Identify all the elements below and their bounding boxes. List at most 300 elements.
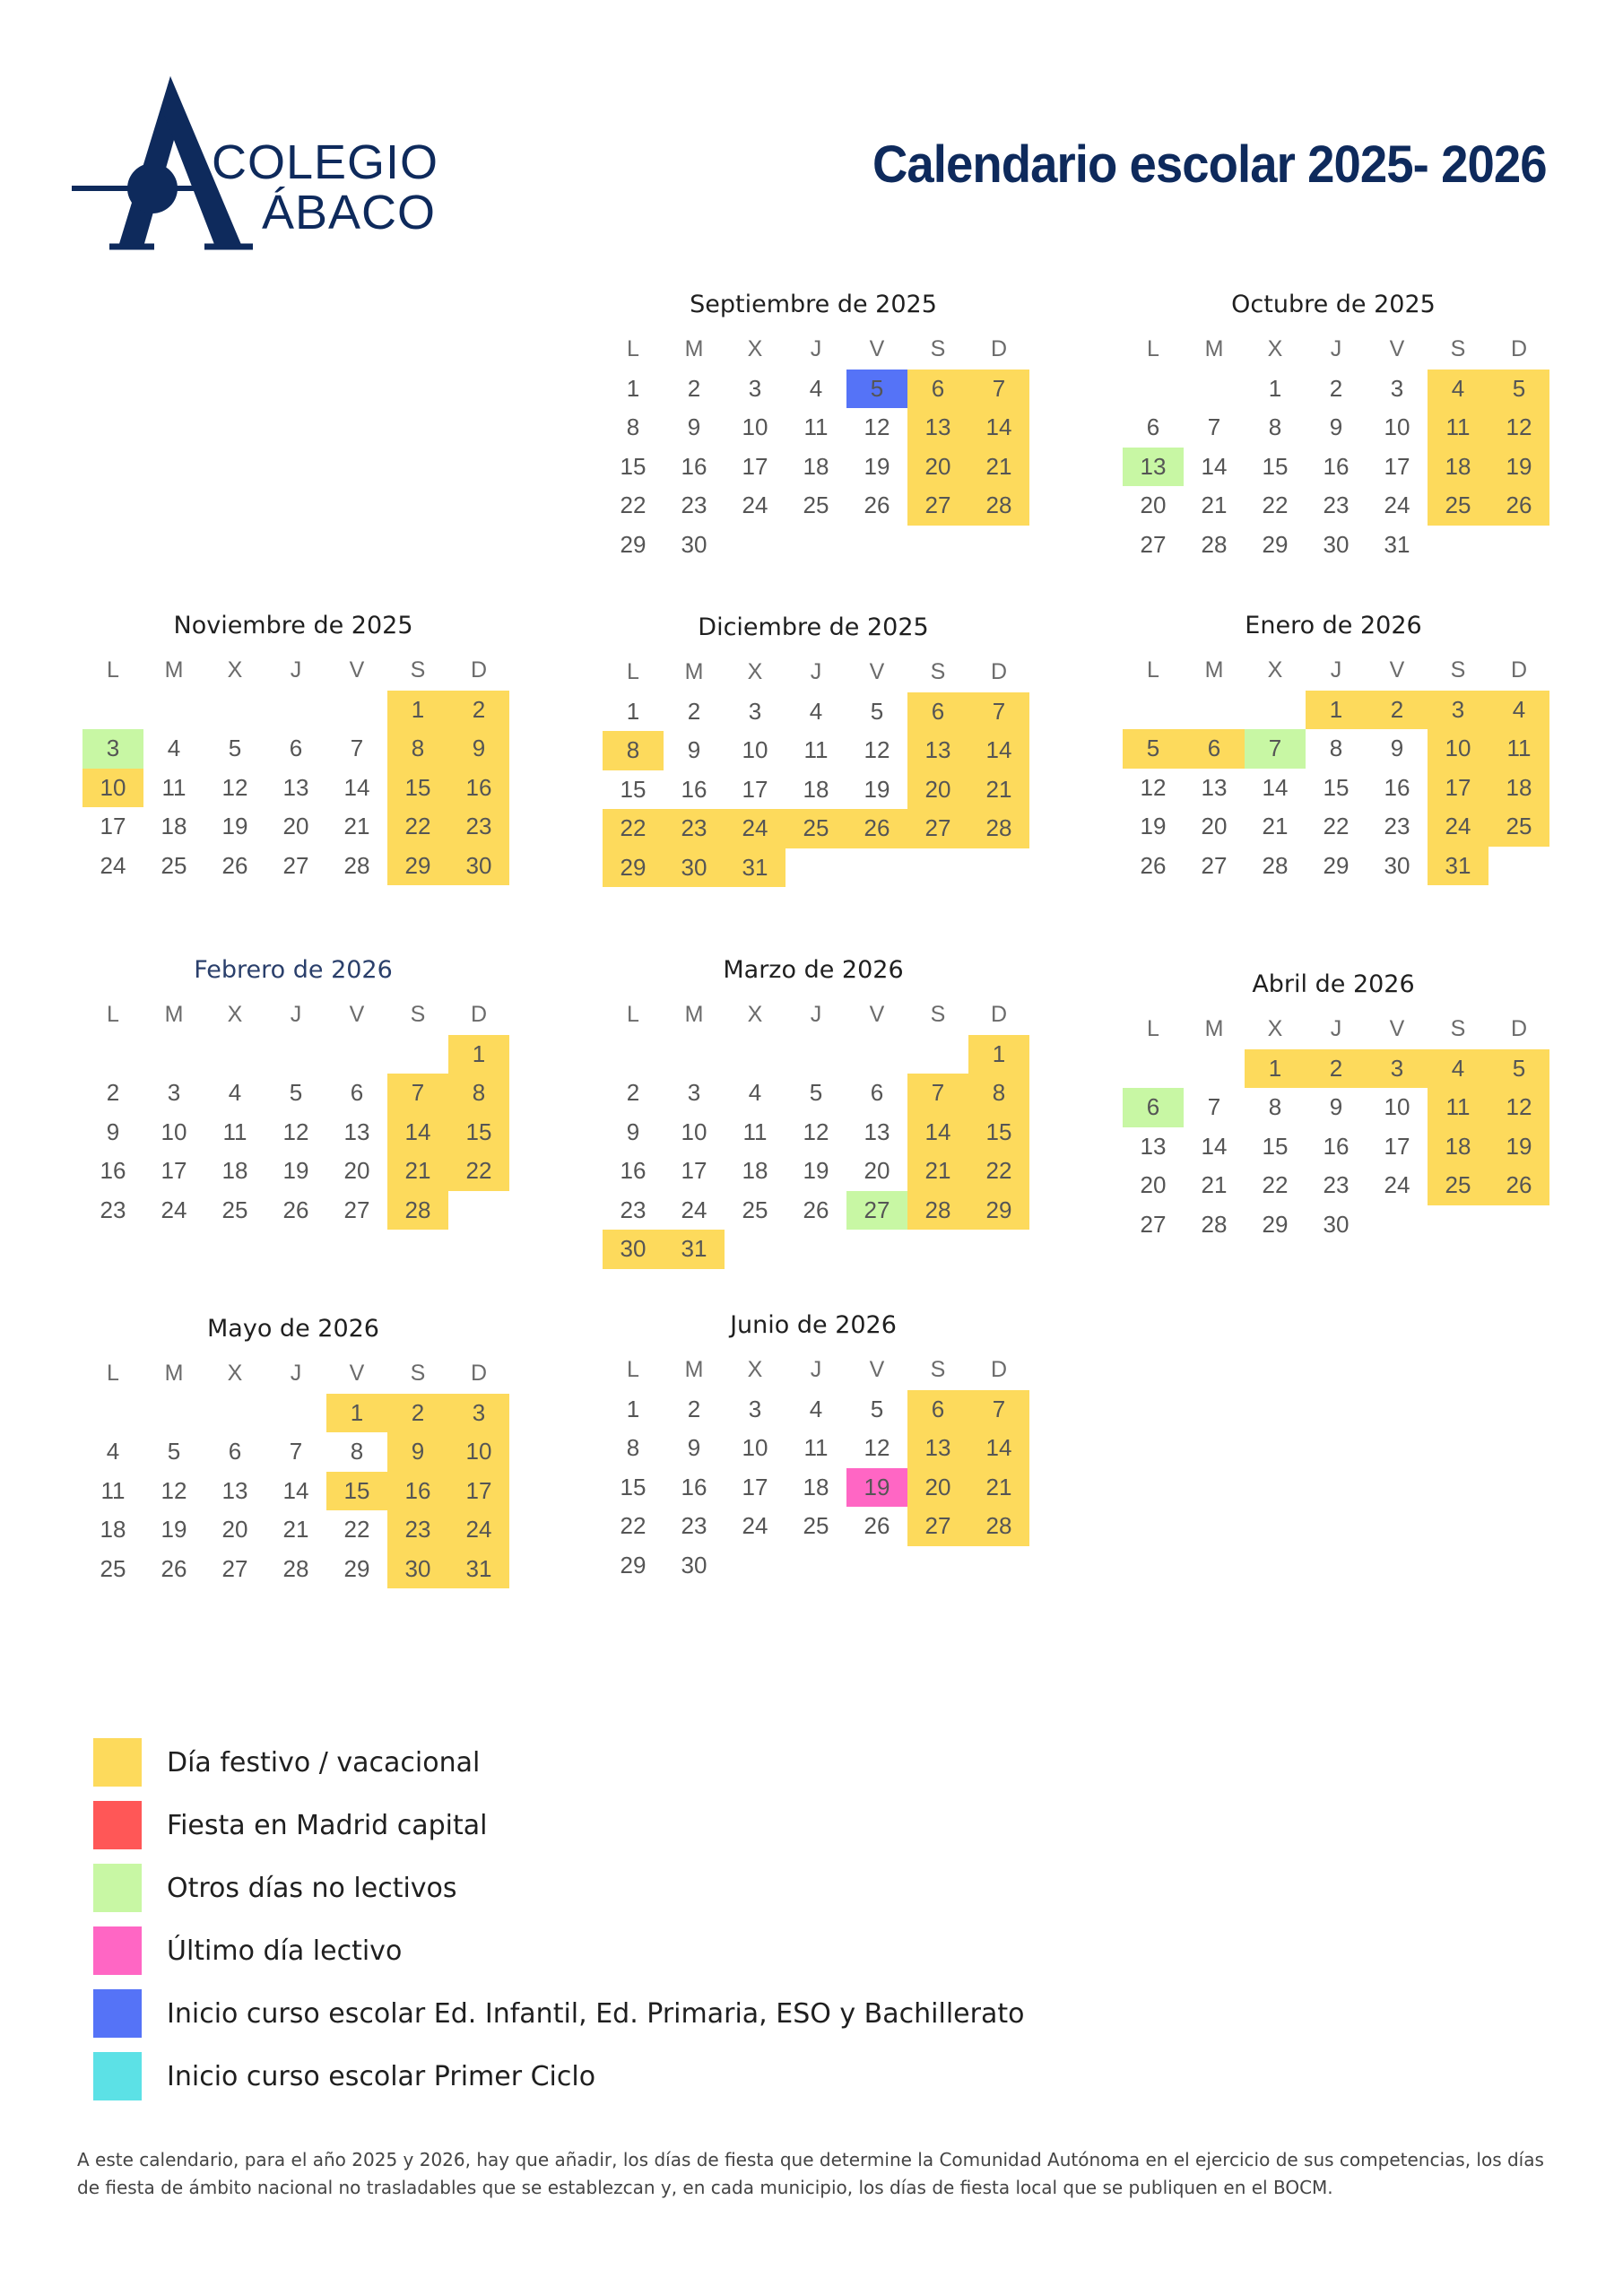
weekday-header: X xyxy=(747,659,763,685)
legend-item xyxy=(93,1857,1024,1919)
empty-cell xyxy=(265,1394,326,1433)
day-cell: 10 xyxy=(742,736,768,764)
month-calendar xyxy=(1123,608,1544,885)
month-calendar xyxy=(1123,967,1544,1244)
weekday-header: V xyxy=(869,659,885,685)
day-cell: 24 xyxy=(161,1196,187,1223)
day-cell: 9 xyxy=(626,1118,640,1145)
day-cell: 22 xyxy=(1262,491,1289,519)
day-cell: 7 xyxy=(289,1438,303,1465)
weekday-header: J xyxy=(810,1357,822,1383)
day-cell: 26 xyxy=(864,491,890,519)
empty-cell xyxy=(265,691,326,730)
day-cell: 12 xyxy=(864,413,890,441)
day-cell: 4 xyxy=(167,735,181,762)
footnote: A este calendario, para el año 2025 y 2026, hay que añadir, los días de fiesta que determine la Comunidad Autónoma en el ejercicio de sus competencias, los días de fiesta de ámbito nacional no trasladables que se establezcan y, en cada municipio, los días de fiesta local que se publiquen en el BOCM. xyxy=(77,2149,1544,2198)
day-cell: 10 xyxy=(681,1118,707,1145)
day-cell: 16 xyxy=(1323,1132,1350,1160)
day-cell: 1 xyxy=(387,691,448,730)
day-cell: 30 xyxy=(664,848,725,888)
day-cell: 10 xyxy=(742,413,768,441)
day-cell: 24 xyxy=(1428,807,1488,847)
day-cell: 10 xyxy=(448,1432,509,1472)
day-cell: 25 xyxy=(221,1196,248,1223)
month-title: Diciembre de 2025 xyxy=(698,613,929,641)
day-cell: 30 xyxy=(1323,1210,1350,1238)
day-cell: 19 xyxy=(221,813,248,840)
day-cell: 9 xyxy=(687,736,701,764)
day-cell: 9 xyxy=(1329,413,1343,441)
day-cell: 3 xyxy=(1367,1049,1428,1089)
logo-text-abaco: ÁBACO xyxy=(262,186,437,239)
day-cell: 3 xyxy=(167,1079,181,1107)
day-cell: 5 xyxy=(228,735,242,762)
day-cell: 30 xyxy=(681,530,707,558)
day-cell: 8 xyxy=(350,1438,364,1465)
day-cell: 16 xyxy=(681,1473,707,1500)
day-cell: 2 xyxy=(687,1395,701,1422)
weekday-header: S xyxy=(410,1002,426,1028)
day-cell: 9 xyxy=(106,1118,120,1145)
empty-cell xyxy=(1184,1049,1245,1089)
day-cell: 3 xyxy=(687,1079,701,1107)
day-cell: 6 xyxy=(1123,1088,1184,1127)
day-cell: 24 xyxy=(681,1196,707,1223)
empty-cell xyxy=(725,1035,785,1074)
weekday-header: X xyxy=(227,1361,243,1387)
day-cell: 19 xyxy=(161,1516,187,1544)
day-cell: 13 xyxy=(1123,448,1184,487)
day-cell: 25 xyxy=(1428,486,1488,526)
day-cell: 17 xyxy=(1384,452,1410,480)
day-cell: 11 xyxy=(803,413,829,441)
legend-item xyxy=(93,1731,1024,1794)
weekday-header: J xyxy=(810,659,822,685)
day-cell: 17 xyxy=(1384,1132,1410,1160)
weekday-header: J xyxy=(290,1361,302,1387)
day-cell: 26 xyxy=(1488,486,1549,526)
day-cell: 28 xyxy=(968,809,1029,848)
legend-label: Último día lectivo xyxy=(167,1935,403,1967)
weekday-header: X xyxy=(1267,1016,1283,1042)
month-title: Junio de 2026 xyxy=(730,1311,897,1339)
day-cell: 2 xyxy=(687,374,701,402)
day-cell: 6 xyxy=(907,1390,968,1430)
day-cell: 18 xyxy=(803,775,829,803)
legend-label: Fiesta en Madrid capital xyxy=(167,1809,488,1841)
day-cell: 29 xyxy=(968,1191,1029,1231)
day-cell: 13 xyxy=(1201,773,1228,801)
empty-cell xyxy=(82,1035,143,1074)
day-cell: 8 xyxy=(1329,735,1343,762)
month-calendar xyxy=(82,1311,504,1588)
day-cell: 16 xyxy=(387,1472,448,1511)
day-cell: 18 xyxy=(742,1157,768,1185)
month-grid xyxy=(603,653,1029,887)
day-cell: 16 xyxy=(681,775,707,803)
weekday-header: V xyxy=(1389,657,1405,683)
weekday-header: X xyxy=(747,1357,763,1383)
empty-cell xyxy=(143,1394,204,1433)
day-cell: 12 xyxy=(1488,1088,1549,1127)
empty-cell xyxy=(82,1394,143,1433)
day-cell: 24 xyxy=(1384,1171,1410,1199)
weekday-header: J xyxy=(1330,1016,1342,1042)
month-title: Abril de 2026 xyxy=(1252,970,1415,998)
day-cell: 14 xyxy=(387,1113,448,1152)
day-cell: 7 xyxy=(968,370,1029,409)
day-cell: 12 xyxy=(803,1118,829,1145)
empty-cell xyxy=(603,1035,664,1074)
day-cell: 10 xyxy=(1384,413,1410,441)
day-cell: 11 xyxy=(1428,1088,1488,1127)
month-title: Mayo de 2026 xyxy=(207,1315,379,1343)
day-cell: 30 xyxy=(1384,851,1410,879)
day-cell: 5 xyxy=(167,1438,181,1465)
day-cell: 16 xyxy=(100,1157,126,1185)
day-cell: 18 xyxy=(803,1473,829,1500)
day-cell: 28 xyxy=(907,1191,968,1231)
day-cell: 13 xyxy=(343,1118,370,1145)
weekday-header: M xyxy=(684,336,704,362)
day-cell: 29 xyxy=(1323,851,1350,879)
legend-swatch xyxy=(93,1989,142,2038)
month-calendar xyxy=(603,952,1024,1269)
day-cell: 2 xyxy=(1329,374,1343,402)
day-cell: 9 xyxy=(687,413,701,441)
day-cell: 15 xyxy=(1262,452,1289,480)
weekday-header: L xyxy=(627,659,639,685)
day-cell: 14 xyxy=(968,408,1029,448)
month-calendar xyxy=(1123,287,1544,564)
day-cell: 14 xyxy=(343,773,370,801)
day-cell: 26 xyxy=(161,1554,187,1582)
day-cell: 7 xyxy=(1207,413,1221,441)
empty-cell xyxy=(785,1035,846,1074)
day-cell: 23 xyxy=(664,809,725,848)
day-cell: 31 xyxy=(448,1550,509,1589)
day-cell: 10 xyxy=(161,1118,187,1145)
month-calendar xyxy=(82,608,504,885)
day-cell: 26 xyxy=(803,1196,829,1223)
day-cell: 29 xyxy=(620,530,647,558)
weekday-header: L xyxy=(107,1361,119,1387)
weekday-header: V xyxy=(1389,1016,1405,1042)
month-grid xyxy=(1123,1010,1549,1244)
weekday-header: S xyxy=(930,1002,946,1028)
day-cell: 7 xyxy=(1245,729,1306,769)
weekday-header: S xyxy=(410,1361,426,1387)
day-cell: 10 xyxy=(1384,1093,1410,1121)
day-cell: 5 xyxy=(809,1079,823,1107)
day-cell: 20 xyxy=(343,1157,370,1185)
day-cell: 4 xyxy=(1428,370,1488,409)
day-cell: 18 xyxy=(803,452,829,480)
day-cell: 21 xyxy=(282,1516,309,1544)
weekday-header: V xyxy=(1389,336,1405,362)
day-cell: 14 xyxy=(907,1113,968,1152)
day-cell: 10 xyxy=(742,1434,768,1462)
day-cell: 6 xyxy=(1184,729,1245,769)
day-cell: 8 xyxy=(626,1434,640,1462)
day-cell: 16 xyxy=(1323,452,1350,480)
weekday-header: X xyxy=(747,336,763,362)
weekday-header: D xyxy=(1510,657,1528,683)
day-cell: 1 xyxy=(968,1035,1029,1074)
day-cell: 11 xyxy=(100,1476,126,1504)
day-cell: 27 xyxy=(343,1196,370,1223)
day-cell: 6 xyxy=(228,1438,242,1465)
day-cell: 14 xyxy=(968,1429,1029,1468)
day-cell: 27 xyxy=(1201,851,1228,879)
day-cell: 17 xyxy=(742,1473,768,1500)
day-cell: 11 xyxy=(803,1434,829,1462)
month-grid xyxy=(603,330,1029,564)
weekday-header: L xyxy=(627,336,639,362)
day-cell: 27 xyxy=(282,851,309,879)
weekday-header: S xyxy=(1450,657,1466,683)
day-cell: 30 xyxy=(603,1230,664,1269)
weekday-header: X xyxy=(227,1002,243,1028)
day-cell: 14 xyxy=(1201,452,1228,480)
day-cell: 23 xyxy=(681,1512,707,1540)
day-cell: 19 xyxy=(1488,1127,1549,1167)
empty-cell xyxy=(846,1035,907,1074)
day-cell: 25 xyxy=(1428,1166,1488,1205)
day-cell: 5 xyxy=(1123,729,1184,769)
day-cell: 1 xyxy=(626,374,640,402)
weekday-header: V xyxy=(869,1002,885,1028)
day-cell: 20 xyxy=(1201,813,1228,840)
day-cell: 11 xyxy=(222,1118,247,1145)
month-title: Noviembre de 2025 xyxy=(173,612,413,639)
weekday-header: M xyxy=(684,1002,704,1028)
day-cell: 21 xyxy=(1262,813,1289,840)
day-cell: 28 xyxy=(387,1191,448,1231)
day-cell: 21 xyxy=(1201,1171,1228,1199)
day-cell: 19 xyxy=(803,1157,829,1185)
weekday-header: M xyxy=(164,1002,184,1028)
day-cell: 8 xyxy=(1268,413,1282,441)
day-cell: 23 xyxy=(387,1510,448,1550)
month-title: Septiembre de 2025 xyxy=(690,291,937,318)
day-cell: 28 xyxy=(282,1554,309,1582)
day-cell: 7 xyxy=(907,1074,968,1113)
day-cell: 19 xyxy=(1140,813,1167,840)
day-cell: 28 xyxy=(968,1507,1029,1546)
day-cell: 15 xyxy=(620,452,647,480)
empty-cell xyxy=(1123,691,1184,730)
day-cell: 15 xyxy=(620,775,647,803)
month-calendar xyxy=(82,952,504,1230)
legend-swatch xyxy=(93,1738,142,1787)
weekday-header: X xyxy=(1267,336,1283,362)
day-cell: 23 xyxy=(1323,1171,1350,1199)
day-cell: 14 xyxy=(968,731,1029,770)
day-cell: 24 xyxy=(1384,491,1410,519)
day-cell: 19 xyxy=(864,452,890,480)
day-cell: 31 xyxy=(1384,530,1410,558)
day-cell: 2 xyxy=(1306,1049,1367,1089)
day-cell: 2 xyxy=(687,697,701,725)
day-cell: 8 xyxy=(387,729,448,769)
day-cell: 6 xyxy=(350,1079,364,1107)
day-cell: 17 xyxy=(742,775,768,803)
day-cell: 10 xyxy=(1428,729,1488,769)
day-cell: 20 xyxy=(907,1468,968,1508)
day-cell: 28 xyxy=(343,851,370,879)
day-cell: 22 xyxy=(968,1152,1029,1191)
day-cell: 3 xyxy=(448,1394,509,1433)
empty-cell xyxy=(326,1035,387,1074)
legend-label: Inicio curso escolar Ed. Infantil, Ed. Primaria, ESO y Bachillerato xyxy=(167,1997,1025,2030)
day-cell: 12 xyxy=(1488,408,1549,448)
day-cell: 24 xyxy=(448,1510,509,1550)
day-cell: 1 xyxy=(326,1394,387,1433)
empty-cell xyxy=(143,1035,204,1074)
day-cell: 18 xyxy=(1428,448,1488,487)
weekday-header: S xyxy=(930,336,946,362)
day-cell: 17 xyxy=(681,1157,707,1185)
day-cell: 6 xyxy=(289,735,303,762)
day-cell: 25 xyxy=(100,1554,126,1582)
day-cell: 3 xyxy=(748,1395,762,1422)
day-cell: 25 xyxy=(742,1196,768,1223)
weekday-header: S xyxy=(930,659,946,685)
day-cell: 6 xyxy=(907,692,968,732)
weekday-header: L xyxy=(107,1002,119,1028)
day-cell: 14 xyxy=(1201,1132,1228,1160)
legend-label: Inicio curso escolar Primer Ciclo xyxy=(167,2060,596,2092)
day-cell: 15 xyxy=(968,1113,1029,1152)
day-cell: 5 xyxy=(846,370,907,409)
day-cell: 16 xyxy=(1384,773,1410,801)
day-cell: 6 xyxy=(907,370,968,409)
day-cell: 29 xyxy=(387,847,448,886)
empty-cell xyxy=(143,691,204,730)
day-cell: 13 xyxy=(282,773,309,801)
day-cell: 1 xyxy=(626,1395,640,1422)
day-cell: 23 xyxy=(681,491,707,519)
empty-cell xyxy=(664,1035,725,1074)
day-cell: 9 xyxy=(687,1434,701,1462)
day-cell: 2 xyxy=(387,1394,448,1433)
day-cell: 4 xyxy=(228,1079,242,1107)
day-cell: 23 xyxy=(1323,491,1350,519)
day-cell: 8 xyxy=(448,1074,509,1113)
weekday-header: D xyxy=(990,659,1008,685)
day-cell: 1 xyxy=(1306,691,1367,730)
day-cell: 16 xyxy=(681,452,707,480)
day-cell: 28 xyxy=(968,486,1029,526)
day-cell: 31 xyxy=(725,848,785,888)
day-cell: 31 xyxy=(664,1230,725,1269)
day-cell: 12 xyxy=(282,1118,309,1145)
day-cell: 20 xyxy=(907,770,968,810)
day-cell: 27 xyxy=(907,1507,968,1546)
empty-cell xyxy=(265,1035,326,1074)
day-cell: 29 xyxy=(343,1554,370,1582)
day-cell: 27 xyxy=(907,486,968,526)
legend-label: Día festivo / vacacional xyxy=(167,1746,481,1779)
month-title: Marzo de 2026 xyxy=(723,956,904,984)
day-cell: 19 xyxy=(1488,448,1549,487)
weekday-header: M xyxy=(1204,1016,1224,1042)
day-cell: 27 xyxy=(846,1191,907,1231)
day-cell: 20 xyxy=(221,1516,248,1544)
day-cell: 6 xyxy=(1146,413,1160,441)
day-cell: 13 xyxy=(907,731,968,770)
day-cell: 8 xyxy=(968,1074,1029,1113)
day-cell: 24 xyxy=(100,851,126,879)
day-cell: 7 xyxy=(1207,1093,1221,1121)
day-cell: 22 xyxy=(387,807,448,847)
weekday-header: V xyxy=(869,336,885,362)
day-cell: 27 xyxy=(1140,1210,1167,1238)
day-cell: 25 xyxy=(803,491,829,519)
month-grid xyxy=(603,1351,1029,1585)
day-cell: 3 xyxy=(748,697,762,725)
weekday-header: X xyxy=(747,1002,763,1028)
day-cell: 26 xyxy=(846,809,907,848)
month-grid xyxy=(82,996,509,1230)
weekday-header: M xyxy=(1204,657,1224,683)
weekday-header: S xyxy=(1450,336,1466,362)
day-cell: 20 xyxy=(907,448,968,487)
weekday-header: L xyxy=(627,1357,639,1383)
weekday-header: M xyxy=(684,659,704,685)
day-cell: 19 xyxy=(846,1468,907,1508)
weekday-header: M xyxy=(164,657,184,683)
day-cell: 5 xyxy=(870,1395,884,1422)
weekday-header: L xyxy=(1147,336,1159,362)
day-cell: 18 xyxy=(161,813,187,840)
month-grid xyxy=(1123,330,1549,564)
day-cell: 15 xyxy=(326,1472,387,1511)
day-cell: 31 xyxy=(1428,847,1488,886)
day-cell: 8 xyxy=(603,731,664,770)
empty-cell xyxy=(387,1035,448,1074)
weekday-header: X xyxy=(227,657,243,683)
day-cell: 26 xyxy=(1140,851,1167,879)
day-cell: 25 xyxy=(161,851,187,879)
day-cell: 25 xyxy=(803,1512,829,1540)
page-title: Calendario escolar 2025- 2026 xyxy=(872,135,1547,194)
empty-cell xyxy=(1184,691,1245,730)
day-cell: 22 xyxy=(620,1512,647,1540)
empty-cell xyxy=(204,1394,265,1433)
day-cell: 9 xyxy=(387,1432,448,1472)
legend-label: Otros días no lectivos xyxy=(167,1872,457,1904)
empty-cell xyxy=(326,691,387,730)
day-cell: 11 xyxy=(1428,408,1488,448)
day-cell: 24 xyxy=(725,809,785,848)
school-logo xyxy=(54,72,448,260)
day-cell: 4 xyxy=(1488,691,1549,730)
day-cell: 16 xyxy=(620,1157,647,1185)
day-cell: 18 xyxy=(221,1157,248,1185)
day-cell: 19 xyxy=(864,775,890,803)
day-cell: 21 xyxy=(968,770,1029,810)
weekday-header: S xyxy=(930,1357,946,1383)
day-cell: 22 xyxy=(603,809,664,848)
day-cell: 20 xyxy=(1140,1171,1167,1199)
day-cell: 1 xyxy=(1268,374,1282,402)
day-cell: 30 xyxy=(681,1551,707,1578)
weekday-header: V xyxy=(349,1361,365,1387)
month-grid xyxy=(82,651,509,885)
day-cell: 4 xyxy=(809,374,823,402)
